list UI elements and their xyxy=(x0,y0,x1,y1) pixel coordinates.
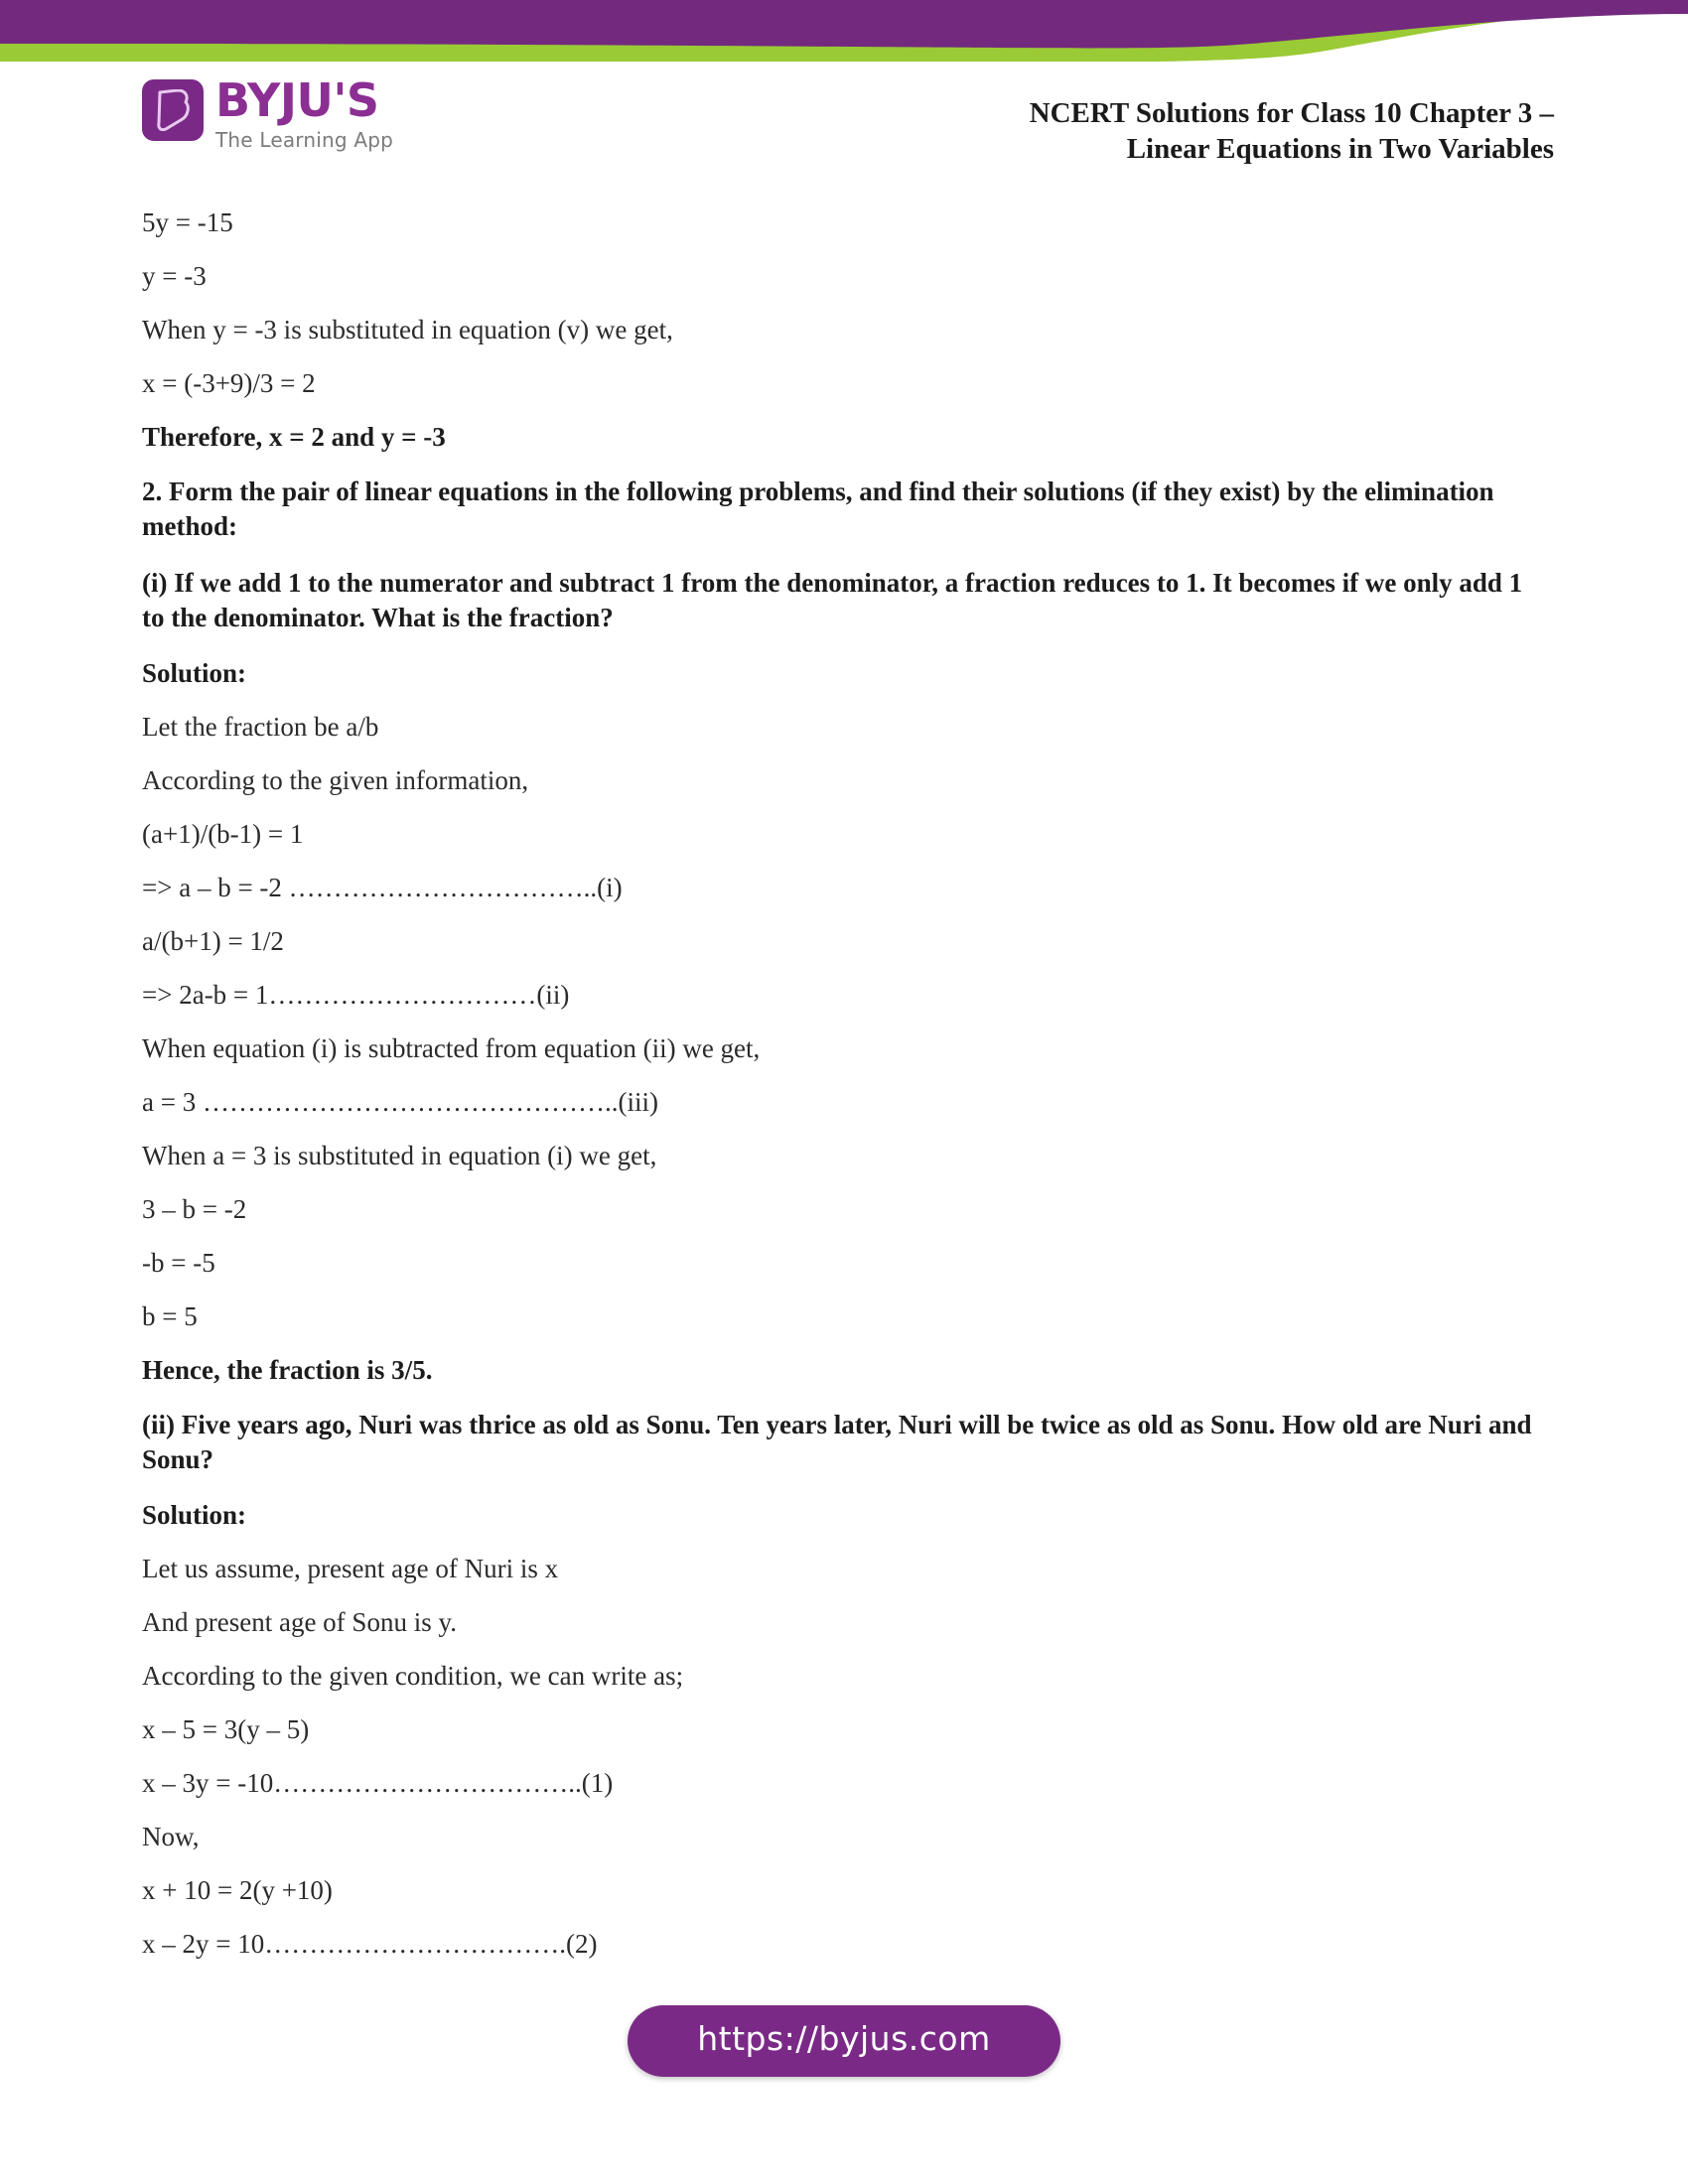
byjus-b-monogram-icon xyxy=(142,79,204,141)
body-line: 3 – b = -2 xyxy=(142,1194,247,1224)
body-line: When a = 3 is substituted in equation (i) we get, xyxy=(142,1141,657,1170)
body-line: (a+1)/(b-1) = 1 xyxy=(142,819,304,849)
page-header xyxy=(0,73,1688,187)
page-title xyxy=(799,95,1554,167)
body-line: 5y = -15 xyxy=(142,207,233,237)
body-line: Let us assume, present age of Nuri is x xyxy=(142,1554,559,1583)
body-line: -b = -5 xyxy=(142,1248,215,1278)
body-line: x – 2y = 10…………………………….(2) xyxy=(142,1929,598,1959)
body-line: Hence, the fraction is 3/5. xyxy=(142,1355,433,1385)
top-banner xyxy=(0,0,1688,62)
body-line: When y = -3 is substituted in equation (v) we get, xyxy=(142,315,673,344)
body-line: x + 10 = 2(y +10) xyxy=(142,1875,333,1905)
b-monogram-glyph-icon xyxy=(156,89,190,131)
page-title-line-2: Linear Equations in Two Variables xyxy=(1126,133,1554,165)
logo-wordmark xyxy=(215,73,394,152)
body-line: a = 3 ………………………………………..(iii) xyxy=(142,1087,658,1117)
body-line: x = (-3+9)/3 = 2 xyxy=(142,368,316,398)
body-line: Solution: xyxy=(142,658,247,688)
page-footer xyxy=(0,2005,1688,2077)
body-line: When equation (i) is subtracted from equation (ii) we get, xyxy=(142,1033,761,1063)
body-line: According to the given condition, we can write as; xyxy=(142,1661,684,1691)
body-line: And present age of Sonu is y. xyxy=(142,1607,457,1637)
body-line: => 2a-b = 1…………………………(ii) xyxy=(142,980,570,1010)
body-line: y = -3 xyxy=(142,261,207,291)
byjus-logo xyxy=(142,73,394,152)
body-line: Solution: xyxy=(142,1500,247,1530)
body-line: 2. Form the pair of linear equations in the following problems, and find their solutions (if they exist) by the elimination method: xyxy=(142,477,1494,541)
banner-purple-swoosh xyxy=(0,0,1688,48)
byjus-url-button[interactable]: https://byjus.com xyxy=(628,2005,1060,2077)
body-line: According to the given information, xyxy=(142,765,529,795)
logo-word: BYJU'S xyxy=(215,73,379,127)
body-line: Therefore, x = 2 and y = -3 xyxy=(142,422,446,452)
body-line: (i) If we add 1 to the numerator and subtract 1 from the denominator, a fraction reduces to 1. It becomes if we only add 1 to the denominator. What is the fraction? xyxy=(142,568,1523,632)
body-line: x – 3y = -10……………………………..(1) xyxy=(142,1768,614,1798)
banner-swoosh-graphic xyxy=(0,0,1688,62)
body-line: => a – b = -2 ……………………………..(i) xyxy=(142,873,623,902)
body-line: Let the fraction be a/b xyxy=(142,712,379,742)
body-line: (ii) Five years ago, Nuri was thrice as old as Sonu. Ten years later, Nuri will be twice as old as Sonu. How old are Nuri and Sonu? xyxy=(142,1410,1532,1474)
document-body xyxy=(142,206,1545,1981)
body-line: Now, xyxy=(142,1822,200,1851)
page-title-line-1: NCERT Solutions for Class 10 Chapter 3 – xyxy=(1029,97,1554,129)
body-line: b = 5 xyxy=(142,1301,198,1331)
body-line: x – 5 = 3(y – 5) xyxy=(142,1714,310,1744)
logo-tagline: The Learning App xyxy=(215,128,394,152)
body-line: a/(b+1) = 1/2 xyxy=(142,926,284,956)
